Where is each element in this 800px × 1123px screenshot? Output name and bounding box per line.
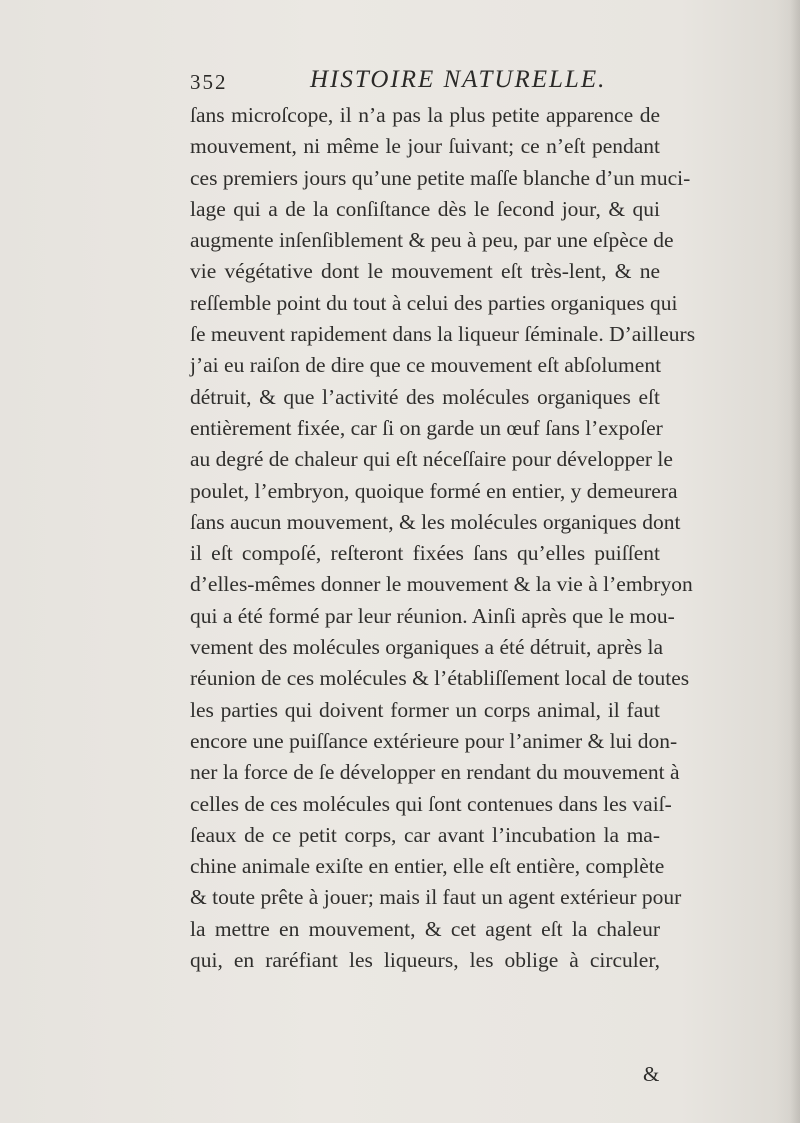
- text-line: ner la force de ſe développer en rendant du mouvement à: [190, 760, 680, 785]
- body-text: [190, 100, 696, 976]
- text-line: poulet, l’embryon, quoique formé en entier, y demeurera: [190, 478, 678, 503]
- running-title: HISTOIRE NATURELLE.: [310, 66, 607, 93]
- text-line: au degré de chaleur qui eſt néceſſaire pour développer le: [190, 447, 673, 472]
- text-line: détruit, & que l’activité des molécules organiques eſt: [190, 384, 660, 409]
- text-line: d’elles-mêmes donner le mouvement & la vie à l’embryon: [190, 572, 693, 597]
- text-line: j’ai eu raiſon de dire que ce mouvement eſt abſolument: [190, 353, 662, 378]
- text-line: encore une puiſſance extérieure pour l’animer & lui don-: [190, 728, 678, 753]
- text-line: qui, en raréfiant les liqueurs, les oblige à circuler,: [190, 948, 660, 973]
- text-line: celles de ces molécules qui ſont contenues dans les vaiſ-: [190, 791, 672, 816]
- text-line: entièrement fixée, car ſi on garde un œuf ſans l’expoſer: [190, 415, 663, 440]
- text-line: ſans microſcope, il n’a pas la plus petite apparence de: [190, 103, 660, 127]
- text-line: mouvement, ni même le jour ſuivant; ce n’eſt pendant: [190, 134, 660, 159]
- text-line: il eſt compoſé, reſteront fixées ſans qu’elles puiſſent: [190, 541, 660, 566]
- page-number: 352: [190, 70, 228, 94]
- text-line: chine animale exiſte en entier, elle eſt entière, complète: [190, 854, 665, 879]
- text-line: reſſemble point du tout à celui des parties organiques qui: [190, 290, 678, 315]
- text-line: vement des molécules organiques a été détruit, après la: [190, 635, 664, 660]
- catchword: &: [643, 1062, 660, 1086]
- text-line: la mettre en mouvement, & cet agent eſt la chaleur: [190, 916, 660, 941]
- text-line: qui a été formé par leur réunion. Ainſi après que le mou-: [190, 603, 675, 628]
- text-line: les parties qui doivent former un corps animal, il faut: [190, 697, 660, 722]
- page-header: [190, 66, 670, 102]
- text-line: ſe meuvent rapidement dans la liqueur ſéminale. D’ailleurs: [190, 322, 696, 347]
- text-line: vie végétative dont le mouvement eſt très-lent, & ne: [190, 259, 660, 284]
- page-edge-shadow: [790, 0, 800, 1123]
- text-line: lage qui a de la conſiſtance dès le ſecond jour, & qui: [190, 196, 660, 221]
- text-line: ces premiers jours qu’une petite maſſe blanche d’un muci-: [190, 165, 691, 190]
- text-line: augmente inſenſiblement & peu à peu, par une eſpèce de: [190, 228, 674, 253]
- text-line: ſans aucun mouvement, & les molécules organiques dont: [190, 509, 681, 534]
- text-line: ſeaux de ce petit corps, car avant l’incubation la ma-: [190, 822, 660, 847]
- text-line: réunion de ces molécules & l’établiſſement local de toutes: [190, 666, 690, 691]
- text-line: & toute prête à jouer; mais il faut un agent extérieur pour: [190, 885, 682, 910]
